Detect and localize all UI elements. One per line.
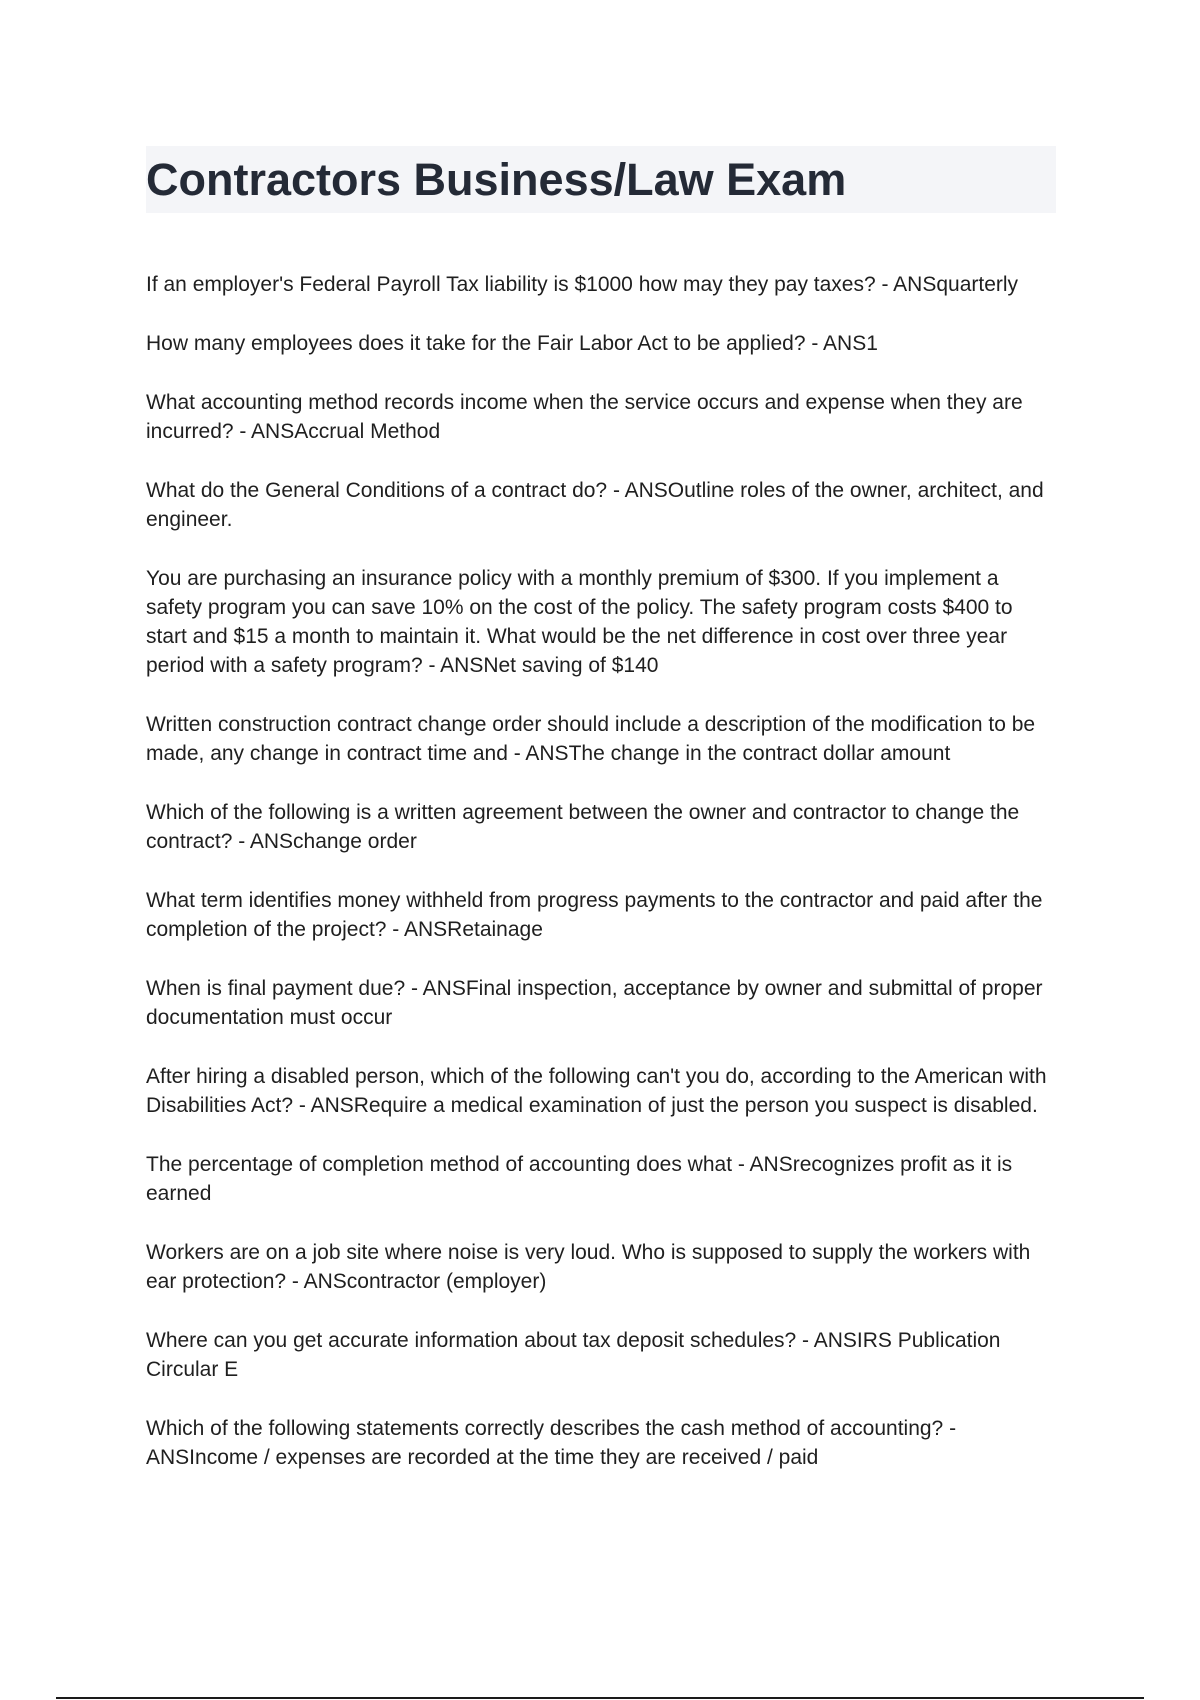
qa-item: Where can you get accurate information about tax deposit schedules? - ANSIRS Publication Circular E [146, 1329, 1001, 1381]
qa-item: Workers are on a job site where noise is very loud. Who is supposed to supply the workers with ear protection? - ANScontractor (employer) [146, 1241, 1031, 1293]
qa-item: What accounting method records income when the service occurs and expense when they are incurred? - ANSAccrual Method [146, 391, 1023, 443]
title-band [146, 146, 1056, 213]
qa-item: Which of the following is a written agreement between the owner and contractor to change the contract? - ANSchange order [146, 801, 1020, 853]
qa-item: If an employer's Federal Payroll Tax liability is $1000 how may they pay taxes? - ANSquarterly [146, 273, 1019, 296]
qa-item: How many employees does it take for the Fair Labor Act to be applied? - ANS1 [146, 332, 878, 355]
qa-item: After hiring a disabled person, which of the following can't you do, according to the American with Disabilities Act? - ANSRequire a medical examination of just the person you suspect is disabled. [146, 1065, 1047, 1117]
footer-divider [56, 1697, 1144, 1699]
qa-item: What term identifies money withheld from progress payments to the contractor and paid after the completion of the project? - ANSRetainage [146, 889, 1043, 941]
qa-item: When is final payment due? - ANSFinal inspection, acceptance by owner and submittal of proper documentation must occur [146, 977, 1043, 1029]
page-title: Contractors Business/Law Exam [146, 154, 847, 205]
qa-item: Written construction contract change order should include a description of the modification to be made, any change in contract time and - ANSThe change in the contract dollar amount [146, 713, 1036, 765]
qa-item: The percentage of completion method of accounting does what - ANSrecognizes profit as it is earned [146, 1153, 1013, 1205]
qa-item: You are purchasing an insurance policy with a monthly premium of $300. If you implement a safety program you can save 10% on the cost of the policy. The safety program costs $400 to start and $15 a month to maintain it. What would be the net difference in cost over three year period with a safety program? - ANSNet saving of $140 [146, 567, 1013, 677]
qa-item: What do the General Conditions of a contract do? - ANSOutline roles of the owner, architect, and engineer. [146, 479, 1044, 531]
qa-item: Which of the following statements correctly describes the cash method of accounting? - ANSIncome / expenses are recorded at the time they are received / paid [146, 1417, 957, 1469]
qa-list [146, 270, 1056, 1502]
